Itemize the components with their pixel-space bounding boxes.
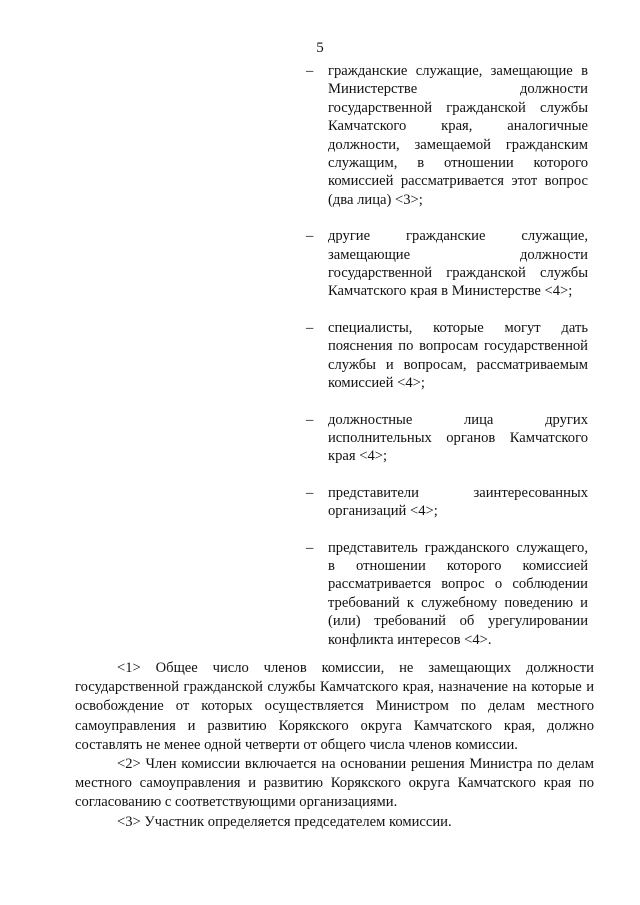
list-item [306, 62, 588, 209]
list-dash: – [306, 411, 314, 428]
page-number: 5 [316, 40, 324, 56]
list-item-text: представители заинтересованных организаций <4>; [328, 484, 588, 520]
list-item [306, 484, 588, 521]
list-item [306, 319, 588, 393]
list-item-text: гражданские служащие, замещающие в Министерстве должности государственной гражданской службы Камчатского края, аналогичные должности, замещаемой гражданским служащим, в отношении которого комиссией рассматривается этот вопрос (два лица) <3>; [328, 63, 588, 208]
list-dash: – [306, 539, 314, 556]
list-item-text: специалисты, которые могут дать пояснения по вопросам государственной службы и вопросам, рассматриваемым комиссией <4>; [328, 319, 588, 392]
list-item [306, 539, 588, 649]
list-dash: – [306, 228, 314, 245]
list-dash: – [306, 319, 314, 336]
footnotes [75, 659, 594, 832]
list-item-text: должностные лица других исполнительных органов Камчатского края <4>; [328, 411, 588, 465]
list-dash: – [306, 63, 314, 79]
footnote-3: <3> Участник определяется председателем комиссии. [117, 813, 452, 830]
footnote-1: <1> Общее число членов комиссии, не замещающих должности государственной гражданской службы Камчатского края, назначение на которые и освобождение от которых осуществляется Министром по делам местного самоуправления и развитию Корякского округа Камчатского края, должно составлять не менее одной четверти от общего числа членов комиссии. [75, 660, 594, 753]
list-item [306, 411, 588, 466]
participant-list [306, 62, 588, 667]
list-dash: – [306, 484, 314, 501]
list-item [306, 227, 588, 301]
footnote-2: <2> Член комиссии включается на основании решения Министра по делам местного самоуправления и развитию Корякского округа Камчатского края по согласованию с соответствующими организациями. [75, 756, 594, 811]
list-item-text: представитель гражданского служащего, в отношении которого комиссией рассматривается вопрос о соблюдении требований к служебному поведению и (или) требований об урегулировании конфликта интересов <4>. [328, 539, 588, 648]
list-item-text: другие гражданские служащие, замещающие должности государственной гражданской службы Камчатского края в Министерстве <4>; [328, 228, 588, 300]
